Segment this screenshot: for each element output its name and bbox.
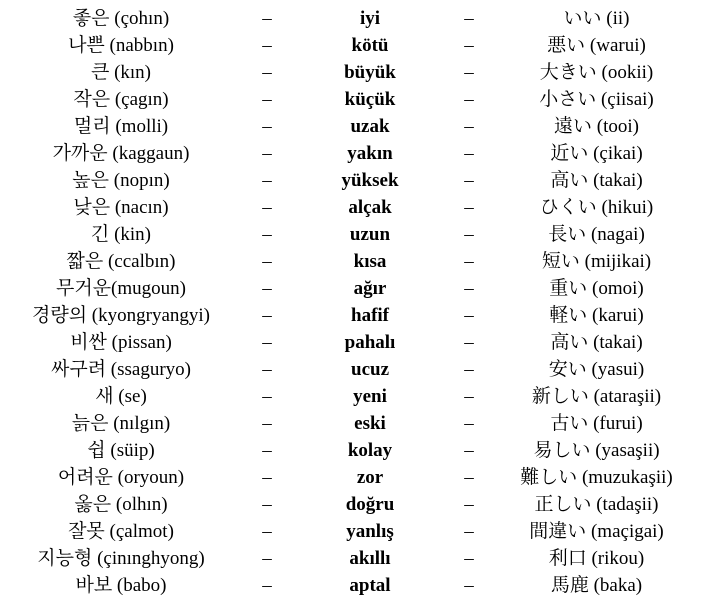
dash-separator: – <box>262 251 272 272</box>
korean-word: 비싼 (pissan) <box>70 332 172 353</box>
turkish-word: kısa <box>353 251 387 272</box>
vocab-row <box>0 518 713 545</box>
dash-separator: – <box>262 332 272 353</box>
dash-separator: – <box>262 305 272 326</box>
dash-separator: – <box>262 386 272 407</box>
dash-separator: – <box>262 116 272 137</box>
dash-separator: – <box>262 575 272 596</box>
turkish-word: eski <box>354 413 386 434</box>
dash-separator: – <box>464 386 474 407</box>
korean-word: 경량의 (kyongryangyi) <box>31 305 210 326</box>
korean-word: 좋은 (çohın) <box>72 8 170 29</box>
dash-separator: – <box>262 8 272 29</box>
dash-separator: – <box>464 575 474 596</box>
turkish-word: küçük <box>344 89 396 110</box>
korean-word: 가까운 (kaggaun) <box>52 143 190 164</box>
vocab-row <box>0 410 713 437</box>
turkish-word: büyük <box>344 62 396 83</box>
vocab-row <box>0 491 713 518</box>
vocab-row <box>0 437 713 464</box>
dash-separator: – <box>262 89 272 110</box>
vocab-row <box>0 140 713 167</box>
dash-separator: – <box>464 467 474 488</box>
dash-separator: – <box>262 359 272 380</box>
korean-word: 지능형 (çinınghyong) <box>37 548 205 569</box>
korean-word: 바보 (babo) <box>75 575 167 596</box>
dash-separator: – <box>262 224 272 245</box>
turkish-word: iyi <box>359 8 381 29</box>
dash-separator: – <box>464 332 474 353</box>
dash-separator: – <box>262 494 272 515</box>
dash-separator: – <box>464 62 474 83</box>
vocabulary-table <box>0 5 713 599</box>
dash-separator: – <box>262 278 272 299</box>
dash-separator: – <box>464 8 474 29</box>
vocab-row <box>0 5 713 32</box>
vocab-row <box>0 194 713 221</box>
dash-separator: – <box>464 197 474 218</box>
vocab-row <box>0 221 713 248</box>
japanese-word: 古い (furui) <box>550 413 643 434</box>
dash-separator: – <box>464 359 474 380</box>
dash-separator: – <box>464 116 474 137</box>
korean-word: 높은 (nopın) <box>72 170 170 191</box>
dash-separator: – <box>464 413 474 434</box>
japanese-word: 重い (omoi) <box>549 278 644 299</box>
turkish-word: kolay <box>347 440 393 461</box>
vocab-row <box>0 383 713 410</box>
turkish-word: yakın <box>347 143 393 164</box>
korean-word: 쉽 (süip) <box>87 440 155 461</box>
turkish-word: kötü <box>351 35 389 56</box>
vocab-row <box>0 329 713 356</box>
japanese-word: 遠い (tooi) <box>554 116 639 137</box>
dash-separator: – <box>464 170 474 191</box>
korean-word: 멀리 (molli) <box>73 116 169 137</box>
dash-separator: – <box>262 521 272 542</box>
korean-word: 싸구려 (ssaguryo) <box>50 359 191 380</box>
turkish-word: hafif <box>351 305 389 326</box>
dash-separator: – <box>464 278 474 299</box>
japanese-word: 大きい (ookii) <box>539 62 654 83</box>
vocab-row <box>0 59 713 86</box>
japanese-word: 間違い (maçigai) <box>529 521 664 542</box>
vocab-row <box>0 545 713 572</box>
japanese-word: 悪い (warui) <box>547 35 646 56</box>
dash-separator: – <box>464 305 474 326</box>
dash-separator: – <box>464 35 474 56</box>
vocab-row <box>0 302 713 329</box>
dash-separator: – <box>262 35 272 56</box>
dash-separator: – <box>464 89 474 110</box>
japanese-word: 難しい (muzukaşii) <box>520 467 673 488</box>
dash-separator: – <box>262 548 272 569</box>
japanese-word: 新しい (ataraşii) <box>531 386 662 407</box>
korean-word: 낮은 (nacın) <box>73 197 169 218</box>
turkish-word: doğru <box>345 494 395 515</box>
korean-word: 어려운 (oryoun) <box>57 467 185 488</box>
japanese-word: 短い (mijikai) <box>541 251 652 272</box>
turkish-word: ucuz <box>351 359 389 380</box>
dash-separator: – <box>262 413 272 434</box>
japanese-word: 小さい (çiisai) <box>539 89 654 110</box>
korean-word: 옳은 (olhın) <box>74 494 168 515</box>
korean-word: 긴 (kin) <box>90 224 152 245</box>
vocab-row <box>0 356 713 383</box>
japanese-word: 正しい (tadaşii) <box>534 494 659 515</box>
dash-separator: – <box>262 62 272 83</box>
dash-separator: – <box>262 143 272 164</box>
vocab-row <box>0 86 713 113</box>
japanese-word: ひくい (hikui) <box>539 197 654 218</box>
vocab-row <box>0 464 713 491</box>
dash-separator: – <box>464 494 474 515</box>
turkish-word: aptal <box>349 575 391 596</box>
vocab-row <box>0 275 713 302</box>
vocab-row <box>0 32 713 59</box>
korean-word: 무거운(mugoun) <box>56 278 186 299</box>
korean-word: 잘못 (çalmot) <box>68 521 174 542</box>
turkish-word: alçak <box>348 197 392 218</box>
dash-separator: – <box>262 467 272 488</box>
vocab-row <box>0 248 713 275</box>
turkish-word: pahalı <box>344 332 396 353</box>
korean-word: 나쁜 (nabbın) <box>68 35 174 56</box>
turkish-word: akıllı <box>349 548 391 569</box>
dash-separator: – <box>464 548 474 569</box>
vocab-row <box>0 167 713 194</box>
japanese-word: 利口 (rikou) <box>548 548 645 569</box>
japanese-word: 軽い (karui) <box>549 305 644 326</box>
turkish-word: uzun <box>349 224 391 245</box>
korean-word: 새 (se) <box>95 386 147 407</box>
japanese-word: いい (ii) <box>563 8 630 29</box>
vocab-row <box>0 572 713 599</box>
turkish-word: uzak <box>350 116 390 137</box>
japanese-word: 長い (nagai) <box>548 224 645 245</box>
japanese-word: 易しい (yasaşii) <box>533 440 660 461</box>
turkish-word: zor <box>356 467 384 488</box>
dash-separator: – <box>464 521 474 542</box>
vocab-row <box>0 113 713 140</box>
korean-word: 작은 (çagın) <box>73 89 169 110</box>
japanese-word: 馬鹿 (baka) <box>550 575 643 596</box>
turkish-word: yeni <box>353 386 387 407</box>
korean-word: 늙은 (nılgın) <box>71 413 171 434</box>
dash-separator: – <box>464 143 474 164</box>
dash-separator: – <box>262 170 272 191</box>
japanese-word: 高い (takai) <box>550 170 643 191</box>
dash-separator: – <box>262 197 272 218</box>
dash-separator: – <box>464 251 474 272</box>
korean-word: 짧은 (ccalbın) <box>66 251 176 272</box>
japanese-word: 安い (yasui) <box>548 359 645 380</box>
turkish-word: ağır <box>353 278 387 299</box>
dash-separator: – <box>464 224 474 245</box>
turkish-word: yüksek <box>341 170 399 191</box>
dash-separator: – <box>262 440 272 461</box>
japanese-word: 近い (çikai) <box>550 143 643 164</box>
korean-word: 큰 (kın) <box>90 62 152 83</box>
turkish-word: yanlış <box>346 521 394 542</box>
japanese-word: 高い (takai) <box>550 332 643 353</box>
dash-separator: – <box>464 440 474 461</box>
